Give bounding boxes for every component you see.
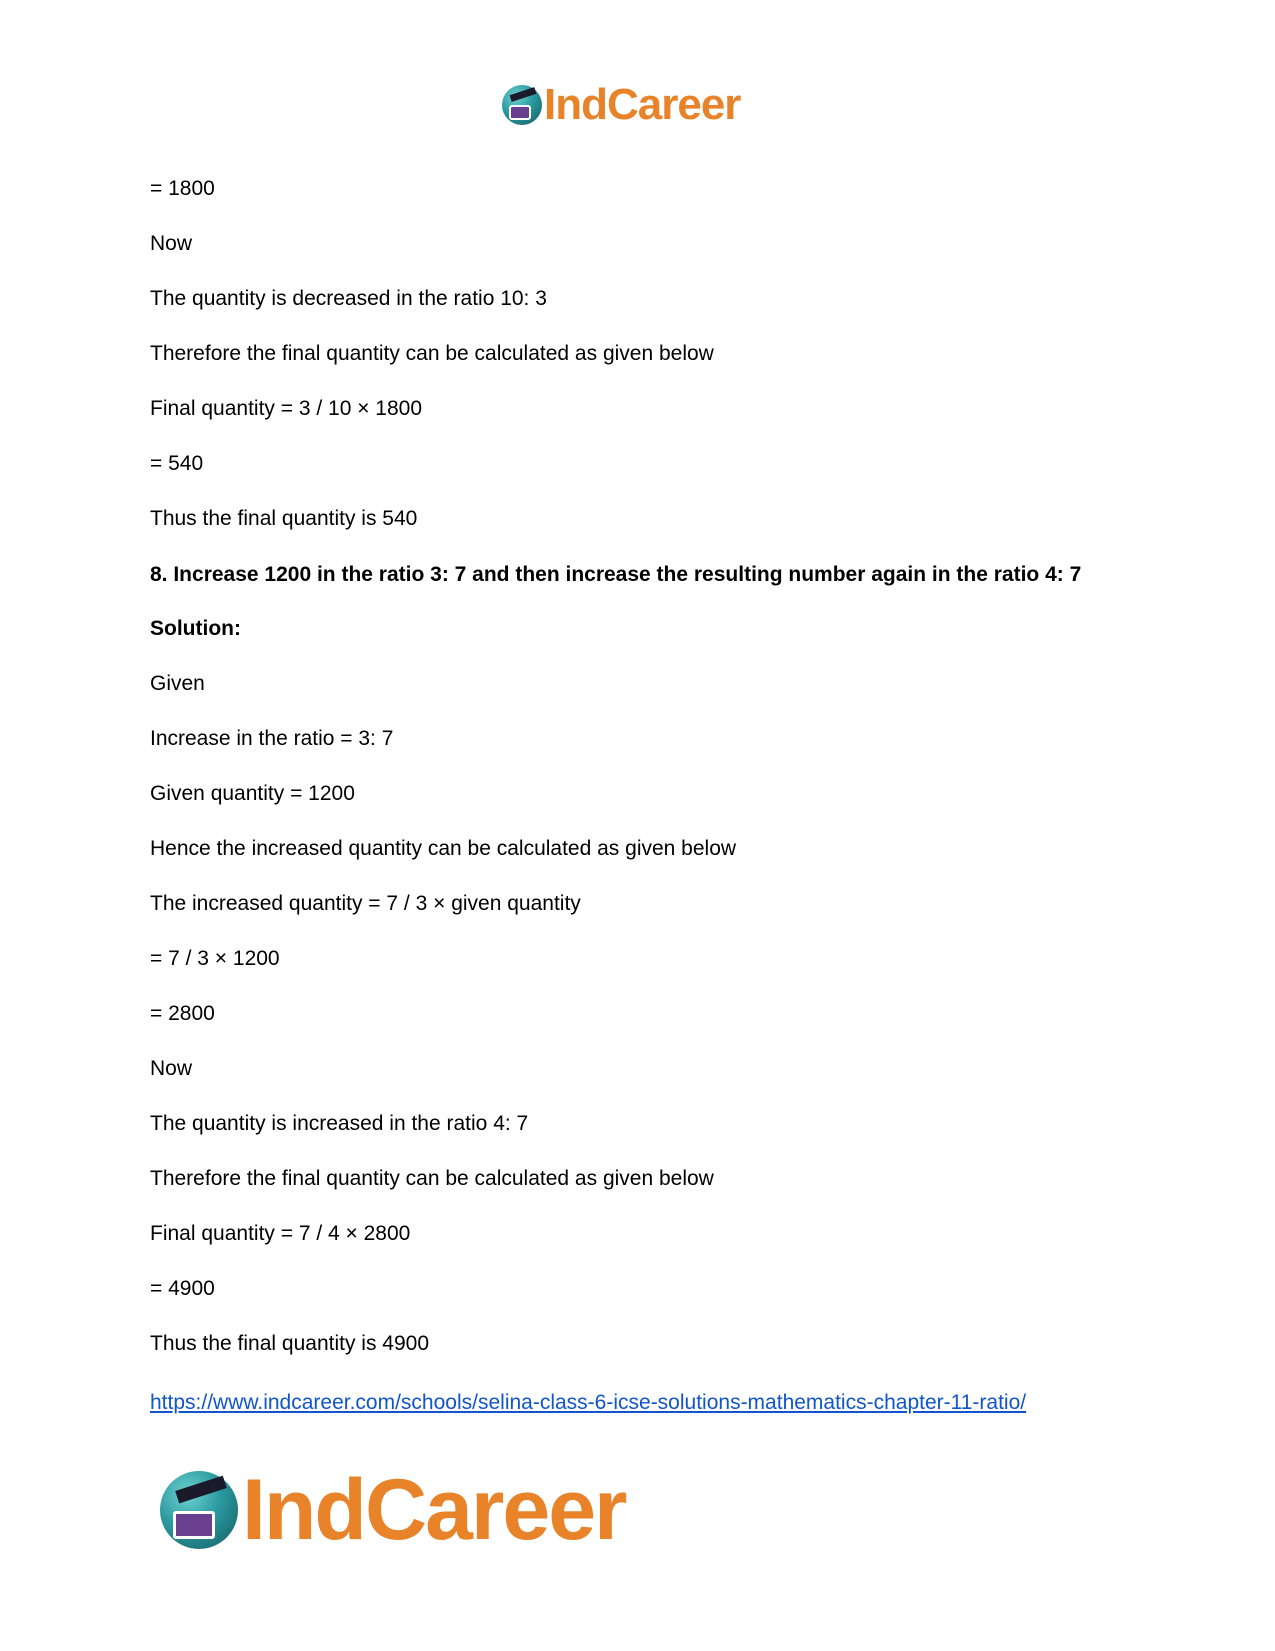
text-line: Increase in the ratio = 3: 7 [150, 727, 394, 750]
text-line: Now [150, 1057, 193, 1080]
text-line: The quantity is decreased in the ratio 10: 3 [150, 287, 547, 310]
source-link[interactable]: https://www.indcareer.com/schools/selina-class-6-icse-solutions-mathematics-chapter-11-ratio/ [150, 1391, 1027, 1414]
footer-logo-text: IndCareer [242, 1462, 626, 1558]
text-line: Therefore the final quantity can be calculated as given below [150, 342, 714, 365]
text-line: = 1800 [150, 177, 215, 200]
text-line: = 4900 [150, 1277, 215, 1300]
text-line: The quantity is increased in the ratio 4: 7 [150, 1112, 529, 1135]
solution-part1 [150, 175, 1130, 533]
text-line: = 540 [150, 452, 204, 475]
text-line: Now [150, 232, 193, 255]
text-line: Thus the final quantity is 4900 [150, 1332, 430, 1355]
text-line: = 2800 [150, 1002, 215, 1025]
document-body [150, 175, 1130, 1417]
text-line: Thus the final quantity is 540 [150, 507, 418, 530]
text-line: = 7 / 3 × 1200 [150, 947, 280, 970]
text-line: Therefore the final quantity can be calculated as given below [150, 1167, 714, 1190]
text-line: Final quantity = 7 / 4 × 2800 [150, 1222, 411, 1245]
header-logo-text: IndCareer [544, 80, 741, 129]
footer-logo [160, 1462, 626, 1558]
header-logo [502, 80, 740, 130]
graduation-book-icon [502, 85, 542, 125]
solution-part2 [150, 670, 1130, 1358]
graduation-book-icon [160, 1471, 238, 1549]
text-line: Given [150, 672, 205, 695]
question-heading: 8. Increase 1200 in the ratio 3: 7 and then increase the resulting number again in the ratio 4: 7 [150, 563, 1082, 586]
text-line: Final quantity = 3 / 10 × 1800 [150, 397, 423, 420]
text-line: Hence the increased quantity can be calculated as given below [150, 837, 737, 860]
solution-label: Solution: [150, 617, 241, 640]
text-line: The increased quantity = 7 / 3 × given quantity [150, 892, 581, 915]
text-line: Given quantity = 1200 [150, 782, 355, 805]
